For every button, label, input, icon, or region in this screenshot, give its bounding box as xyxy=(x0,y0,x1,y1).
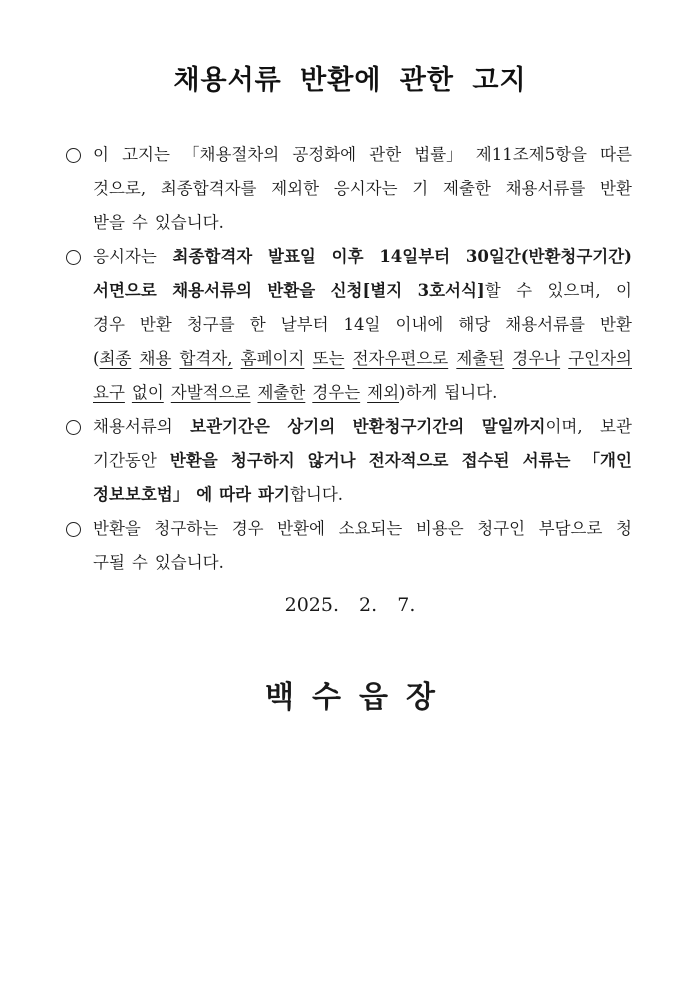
notice-line xyxy=(93,242,632,276)
word: 따른 xyxy=(600,145,632,164)
document-title: 채용서류 반환에 관한 고지 xyxy=(173,65,527,96)
circle-bullet-icon xyxy=(66,148,81,163)
word: 기간동안 xyxy=(93,451,157,470)
word: 반환 xyxy=(139,315,172,334)
word: 따라 xyxy=(219,485,252,504)
notice-line xyxy=(93,412,632,446)
word: 신청[별지 xyxy=(330,281,403,300)
word: 청구하지 xyxy=(230,451,295,470)
word: 제출된 xyxy=(456,349,505,368)
word: 있습니다. xyxy=(154,213,224,232)
word: 비용은 xyxy=(415,519,464,538)
word: 상기의 xyxy=(287,417,336,436)
word: 보관기간은 xyxy=(190,417,270,436)
circle-bullet-icon xyxy=(66,522,81,537)
notice-line xyxy=(93,548,632,582)
notice-item xyxy=(66,412,632,514)
notice-line xyxy=(93,446,632,480)
word: 수 xyxy=(516,281,533,300)
word: 반환을 xyxy=(169,451,218,470)
notice-item xyxy=(66,242,632,412)
word: 최종합격자를 xyxy=(160,179,257,198)
word: 받을 xyxy=(93,213,125,232)
word: 최종합격자 xyxy=(172,247,253,266)
circle-bullet-icon xyxy=(66,250,81,265)
word: 없이 xyxy=(131,383,164,402)
word: 경우 xyxy=(93,315,125,334)
word: 관한 xyxy=(369,145,402,164)
word: 이후 xyxy=(331,247,364,266)
word: 채용서류를 xyxy=(505,315,585,334)
word: 14일부터 xyxy=(379,247,451,266)
word: 경우는 xyxy=(312,383,361,402)
signer-name: 백수읍장 xyxy=(265,680,453,715)
word: 구인자의 xyxy=(568,349,632,368)
notice-line xyxy=(93,480,632,514)
word: 반환 xyxy=(600,315,632,334)
word: 부담으로 xyxy=(538,519,603,538)
word: 경우나 xyxy=(512,349,561,368)
word: 정보보호법」 xyxy=(93,485,190,504)
notice-line xyxy=(93,208,632,242)
notice-line xyxy=(93,276,632,310)
word: 해당 xyxy=(458,315,491,334)
word: 요구 xyxy=(93,383,125,402)
word: 접수된 xyxy=(461,451,510,470)
notice-line xyxy=(93,514,632,548)
word: 고지는 xyxy=(122,145,170,164)
word: 응시자는 xyxy=(93,247,157,266)
word: 응시자는 xyxy=(333,179,398,198)
word: 청구를 xyxy=(186,315,235,334)
word: 제11조제5항을 xyxy=(475,145,587,164)
word: 청구인 xyxy=(477,519,526,538)
word: 반환을 xyxy=(267,281,316,300)
word: 또는 xyxy=(312,349,345,368)
notice-line xyxy=(93,310,632,344)
circle-bullet-icon xyxy=(66,420,81,435)
word: 자발적으로 xyxy=(170,383,251,402)
notice-item xyxy=(66,514,632,582)
word: (최종 xyxy=(93,349,132,368)
word: 채용서류의 xyxy=(172,281,252,300)
word: 이내에 xyxy=(395,315,444,334)
word: 것으로, xyxy=(93,179,147,198)
word: 발표일 xyxy=(268,247,316,266)
word: 말일까지이며, xyxy=(481,417,583,436)
word: 전자적으로 xyxy=(368,451,449,470)
word: 됩니다. xyxy=(444,383,498,402)
word: 채용서류의 xyxy=(93,417,173,436)
word: 채용 xyxy=(139,349,172,368)
word: 3호서식]할 xyxy=(417,281,501,300)
word: 이 xyxy=(93,145,109,164)
word: 수 xyxy=(131,553,148,572)
word: 구될 xyxy=(93,553,125,572)
word: 청 xyxy=(616,519,632,538)
document-date: 2025. 2. 7. xyxy=(284,594,416,616)
word: 소요되는 xyxy=(338,519,403,538)
word: 보관 xyxy=(600,417,632,436)
word: 제외)하게 xyxy=(367,383,438,402)
notice-item xyxy=(66,140,632,242)
word: 반환에 xyxy=(277,519,325,538)
word: 반환 xyxy=(600,179,632,198)
word: 30일간(반환청구기간) xyxy=(465,247,632,266)
word: 반환청구기간의 xyxy=(352,417,465,436)
word: 수 xyxy=(131,213,148,232)
notice-line xyxy=(93,378,632,412)
word: 공정화에 xyxy=(292,145,357,164)
word: 14일 xyxy=(343,315,381,334)
word: 서면으로 xyxy=(93,281,157,300)
word: 날부터 xyxy=(280,315,329,334)
word: 홈페이지 xyxy=(240,349,305,368)
word: 않거나 xyxy=(307,451,356,470)
word: 경우 xyxy=(231,519,264,538)
word: 파기합니다. xyxy=(258,485,343,504)
word: 이 xyxy=(616,281,632,300)
word: 채용서류를 xyxy=(505,179,586,198)
word: 「개인 xyxy=(583,451,632,470)
notice-items xyxy=(66,140,632,582)
word: 「채용절차의 xyxy=(183,145,280,164)
word: 반환을 xyxy=(93,519,141,538)
word: 한 xyxy=(249,315,266,334)
word: 있으며, xyxy=(547,281,601,300)
word: 있습니다. xyxy=(154,553,224,572)
word: 에 xyxy=(196,485,213,504)
word: 서류는 xyxy=(522,451,571,470)
word: 합격자, xyxy=(179,349,233,368)
word: 전자우편으로 xyxy=(352,349,449,368)
word: 제출한 xyxy=(443,179,491,198)
notice-line xyxy=(93,174,632,208)
word: 제외한 xyxy=(271,179,320,198)
notice-line xyxy=(93,140,632,174)
word: 청구하는 xyxy=(154,519,219,538)
notice-line xyxy=(93,344,632,378)
word: 제출한 xyxy=(257,383,306,402)
word: 기 xyxy=(412,179,429,198)
word: 법률」 xyxy=(414,145,463,164)
